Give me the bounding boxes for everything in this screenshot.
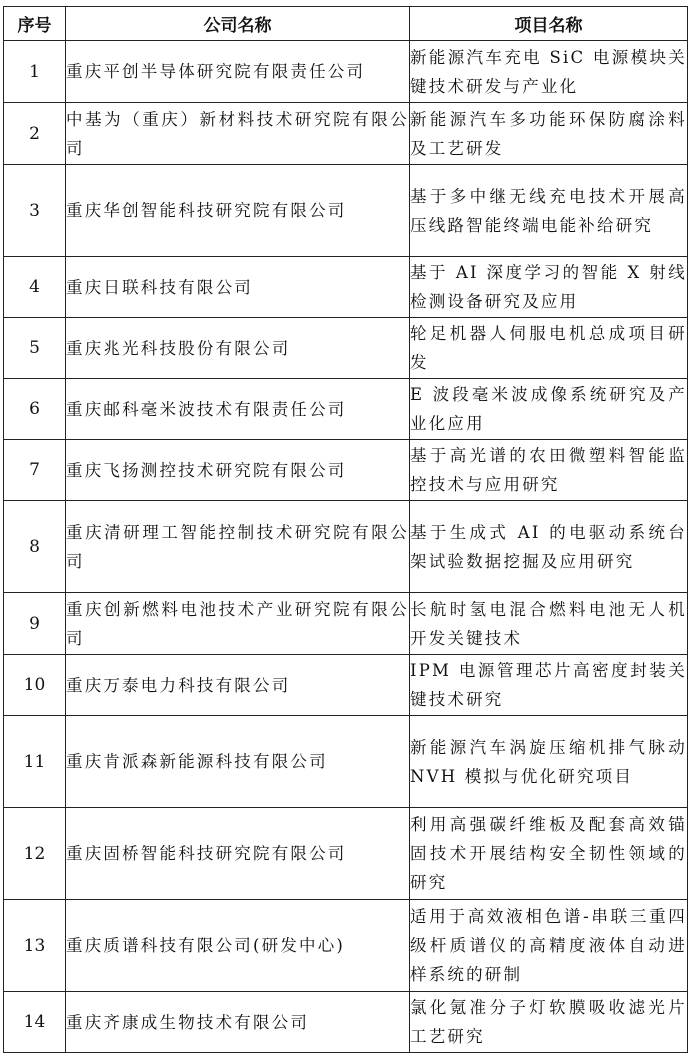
row-company: 重庆平创半导体研究院有限责任公司 — [66, 41, 410, 103]
row-no: 8 — [4, 501, 66, 593]
row-project: 新能源汽车涡旋压缩机排气脉动 NVH 模拟与优化研究项目 — [410, 716, 688, 808]
row-project: 新能源汽车多功能环保防腐涂料及工艺研发 — [410, 103, 688, 165]
row-no: 7 — [4, 440, 66, 501]
row-company: 重庆创新燃料电池技术产业研究院有限公司 — [66, 593, 410, 655]
table-row — [4, 501, 688, 593]
row-project: 新能源汽车充电 SiC 电源模块关键技术研发与产业化 — [410, 41, 688, 103]
row-company: 重庆飞扬测控技术研究院有限公司 — [66, 440, 410, 501]
row-no: 12 — [4, 808, 66, 900]
table-row — [4, 440, 688, 501]
table-row — [4, 992, 688, 1053]
row-company: 重庆质谱科技有限公司(研发中心) — [66, 900, 410, 992]
table-row — [4, 41, 688, 103]
row-project: 基于生成式 AI 的电驱动系统台架试验数据挖掘及应用研究 — [410, 501, 688, 593]
row-project: 轮足机器人伺服电机总成项目研发 — [410, 318, 688, 379]
row-project: 氯化氪准分子灯软膜吸收滤光片工艺研究 — [410, 992, 688, 1053]
row-no: 2 — [4, 103, 66, 165]
row-no: 1 — [4, 41, 66, 103]
row-project: IPM 电源管理芯片高密度封装关键技术研究 — [410, 655, 688, 716]
row-project: 基于高光谱的农田微塑料智能监控技术与应用研究 — [410, 440, 688, 501]
row-company: 重庆万泰电力科技有限公司 — [66, 655, 410, 716]
table-row — [4, 716, 688, 808]
row-no: 14 — [4, 992, 66, 1053]
header-no: 序号 — [4, 7, 66, 41]
header-row — [4, 7, 688, 41]
row-company: 重庆邮科毫米波技术有限责任公司 — [66, 379, 410, 440]
row-project: 利用高强碳纤维板及配套高效锚固技术开展结构安全韧性领域的研究 — [410, 808, 688, 900]
row-project: 长航时氢电混合燃料电池无人机开发关键技术 — [410, 593, 688, 655]
row-project: E 波段毫米波成像系统研究及产业化应用 — [410, 379, 688, 440]
row-project: 基于多中继无线充电技术开展高压线路智能终端电能补给研究 — [410, 165, 688, 257]
table-row — [4, 593, 688, 655]
row-no: 9 — [4, 593, 66, 655]
table-row — [4, 257, 688, 318]
row-no: 6 — [4, 379, 66, 440]
row-no: 4 — [4, 257, 66, 318]
row-company: 重庆兆光科技股份有限公司 — [66, 318, 410, 379]
row-company: 中基为（重庆）新材料技术研究院有限公司 — [66, 103, 410, 165]
table-row — [4, 655, 688, 716]
table-row — [4, 808, 688, 900]
row-project: 适用于高效液相色谱-串联三重四级杆质谱仪的高精度液体自动进样系统的研制 — [410, 900, 688, 992]
row-company: 重庆日联科技有限公司 — [66, 257, 410, 318]
table-row — [4, 379, 688, 440]
row-no: 11 — [4, 716, 66, 808]
table-row — [4, 165, 688, 257]
header-company: 公司名称 — [66, 7, 410, 41]
project-table — [3, 6, 688, 1053]
row-company: 重庆清研理工智能控制技术研究院有限公司 — [66, 501, 410, 593]
row-project: 基于 AI 深度学习的智能 X 射线检测设备研究及应用 — [410, 257, 688, 318]
row-company: 重庆华创智能科技研究院有限公司 — [66, 165, 410, 257]
header-project: 项目名称 — [410, 7, 688, 41]
row-no: 5 — [4, 318, 66, 379]
row-no: 10 — [4, 655, 66, 716]
row-no: 13 — [4, 900, 66, 992]
row-company: 重庆肯派森新能源科技有限公司 — [66, 716, 410, 808]
row-company: 重庆固桥智能科技研究院有限公司 — [66, 808, 410, 900]
table-row — [4, 103, 688, 165]
row-no: 3 — [4, 165, 66, 257]
table-row — [4, 318, 688, 379]
table-row — [4, 900, 688, 992]
row-company: 重庆齐康成生物技术有限公司 — [66, 992, 410, 1053]
